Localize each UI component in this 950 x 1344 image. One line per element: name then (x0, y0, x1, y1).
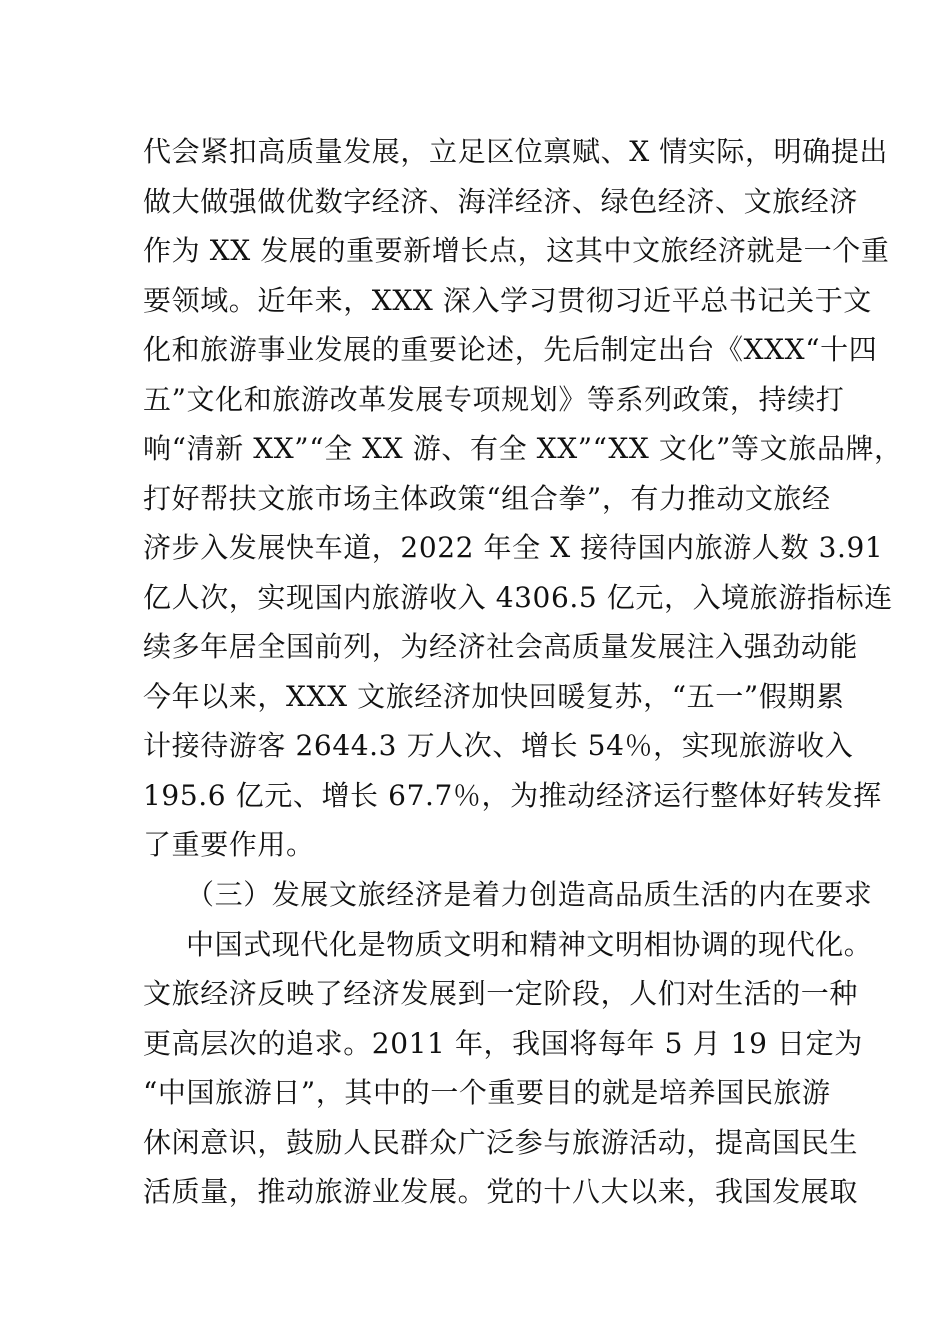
text-line: 济步入发展快车道，2022 年全 X 接待国内旅游人数 3.91 (143, 531, 884, 564)
text-line: 响“清新 XX”“全 XX 游、有全 XX”“XX 文化”等文旅品牌， (143, 432, 903, 465)
text-line: 做大做强做优数字经济、海洋经济、绿色经济、文旅经济 (143, 185, 859, 218)
text-line: 文旅经济反映了经济发展到一定阶段，人们对生活的一种 (143, 977, 859, 1010)
text-line: 计接待游客 2644.3 万人次、增长 54％，实现旅游收入 (143, 729, 854, 762)
text-line: 要领域。近年来，XXX 深入学习贯彻习近平总书记关于文 (143, 284, 872, 317)
text-line: 休闲意识，鼓励人民群众广泛参与旅游活动，提高国民生 (143, 1126, 859, 1159)
text-line: 打好帮扶文旅市场主体政策“组合拳”，有力推动文旅经 (143, 482, 831, 515)
text-line: 195.6 亿元、增长 67.7％，为推动经济运行整体好转发挥 (143, 779, 882, 812)
text-line: 代会紧扣高质量发展，立足区位禀赋、X 情实际，明确提出 (143, 135, 889, 168)
text-line: 更高层次的追求。2011 年，我国将每年 5 月 19 日定为 (143, 1027, 863, 1060)
text-line: 作为 XX 发展的重要新增长点，这其中文旅经济就是一个重 (143, 234, 890, 267)
text-line: 化和旅游事业发展的重要论述，先后制定出台《XXX“十四 (143, 333, 878, 366)
section-heading: （三）发展文旅经济是着力创造高品质生活的内在要求 (186, 878, 873, 911)
text-line: 了重要作用。 (143, 828, 315, 861)
text-line: 今年以来，XXX 文旅经济加快回暖复苏，“五一”假期累 (143, 680, 845, 713)
text-line: 续多年居全国前列，为经济社会高质量发展注入强劲动能 (143, 630, 859, 663)
text-line: 活质量，推动旅游业发展。党的十八大以来，我国发展取 (143, 1175, 859, 1208)
text-line: 中国式现代化是物质文明和精神文明相协调的现代化。 (186, 928, 873, 961)
text-line: “中国旅游日”，其中的一个重要目的就是培养国民旅游 (143, 1076, 831, 1109)
text-line: 亿人次，实现国内旅游收入 4306.5 亿元，入境旅游指标连 (143, 581, 893, 614)
text-line: 五”文化和旅游改革发展专项规划》等系列政策，持续打 (143, 383, 845, 416)
